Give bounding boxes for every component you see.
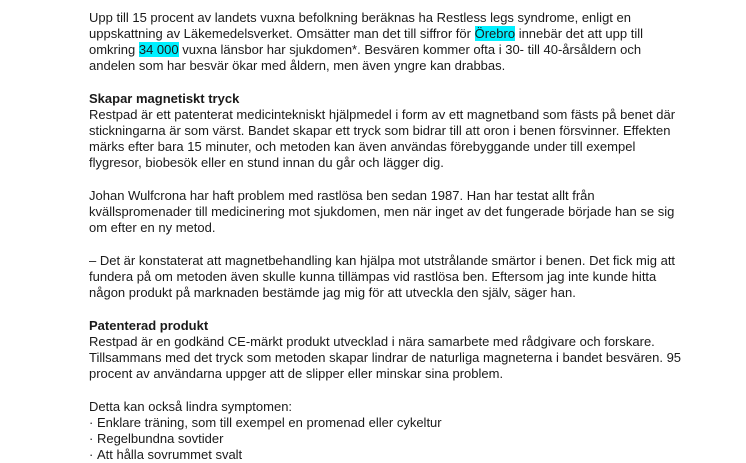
paragraph-quote: – Det är konstaterat att magnetbehandling kan hjälpa mot utstrålande smärtor i benen. Det fick mig att fundera på om metoden även skulle kunna tillämpas vid rastlösa ben. Eftersom jag inte kunde hitta någon produkt på marknaden bestämde jag mig för att utveckla den själv, säger han.: [89, 253, 676, 300]
list-item: · Enklare träning, som till exempel en promenad eller cykeltur: [89, 415, 689, 431]
symptom-list: [89, 415, 689, 463]
intro-paragraph: Upp till 15 procent av landets vuxna befolkning beräknas ha Restless legs syndrome, enligt en uppskattning av Läkemedelsverket. Omsätter man det till siffror för Örebro innebär det att upp till omkring 34 000 vuxna länsbor har sjukdomen*. Besvären kommer ofta i 30- till 40-årsåldern och andelen som har besvär ökar med åldern, men även yngre kan drabbas.: [89, 10, 643, 73]
document-body: [89, 10, 689, 463]
list-intro: Detta kan också lindra symptomen:: [89, 399, 293, 414]
section-heading-patented-product: Patenterad produkt: [89, 318, 209, 333]
paragraph-johan-background: Johan Wulfcrona har haft problem med rastlösa ben sedan 1987. Han har testat allt från kvällspromenader till medicinering mot sjukdomen, men när inget av det fungerade började han se sig om efter en ny metod.: [89, 188, 675, 235]
highlight-count: 34 000: [138, 42, 179, 57]
section-heading-magnetic-pressure: Skapar magnetiskt tryck: [89, 91, 240, 106]
paragraph-restpad-description: Restpad är ett patenterat medicintekniskt hjälpmedel i form av ett magnetband som fästs på benet där stickningarna är som värst. Bandet skapar ett tryck som bidrar till att oron i benen försvinner. Effekten märks efter bara 15 minuter, och metoden kan även användas förebyggande under till exempel flygresor, biobesök eller en stund innan du går och lägger dig.: [89, 107, 676, 170]
paragraph-ce-marked: Restpad är en godkänd CE-märkt produkt utvecklad i nära samarbete med rådgivare och forskare. Tillsammans med det tryck som metoden skapar lindrar de naturliga magneterna i bandet besvären. 95 procent av användarna uppger att de slipper eller minskar sina problem.: [89, 334, 682, 381]
highlight-city: Örebro: [474, 26, 516, 41]
list-item: · Att hålla sovrummet svalt: [89, 447, 689, 463]
list-item: · Regelbundna sovtider: [89, 431, 689, 447]
